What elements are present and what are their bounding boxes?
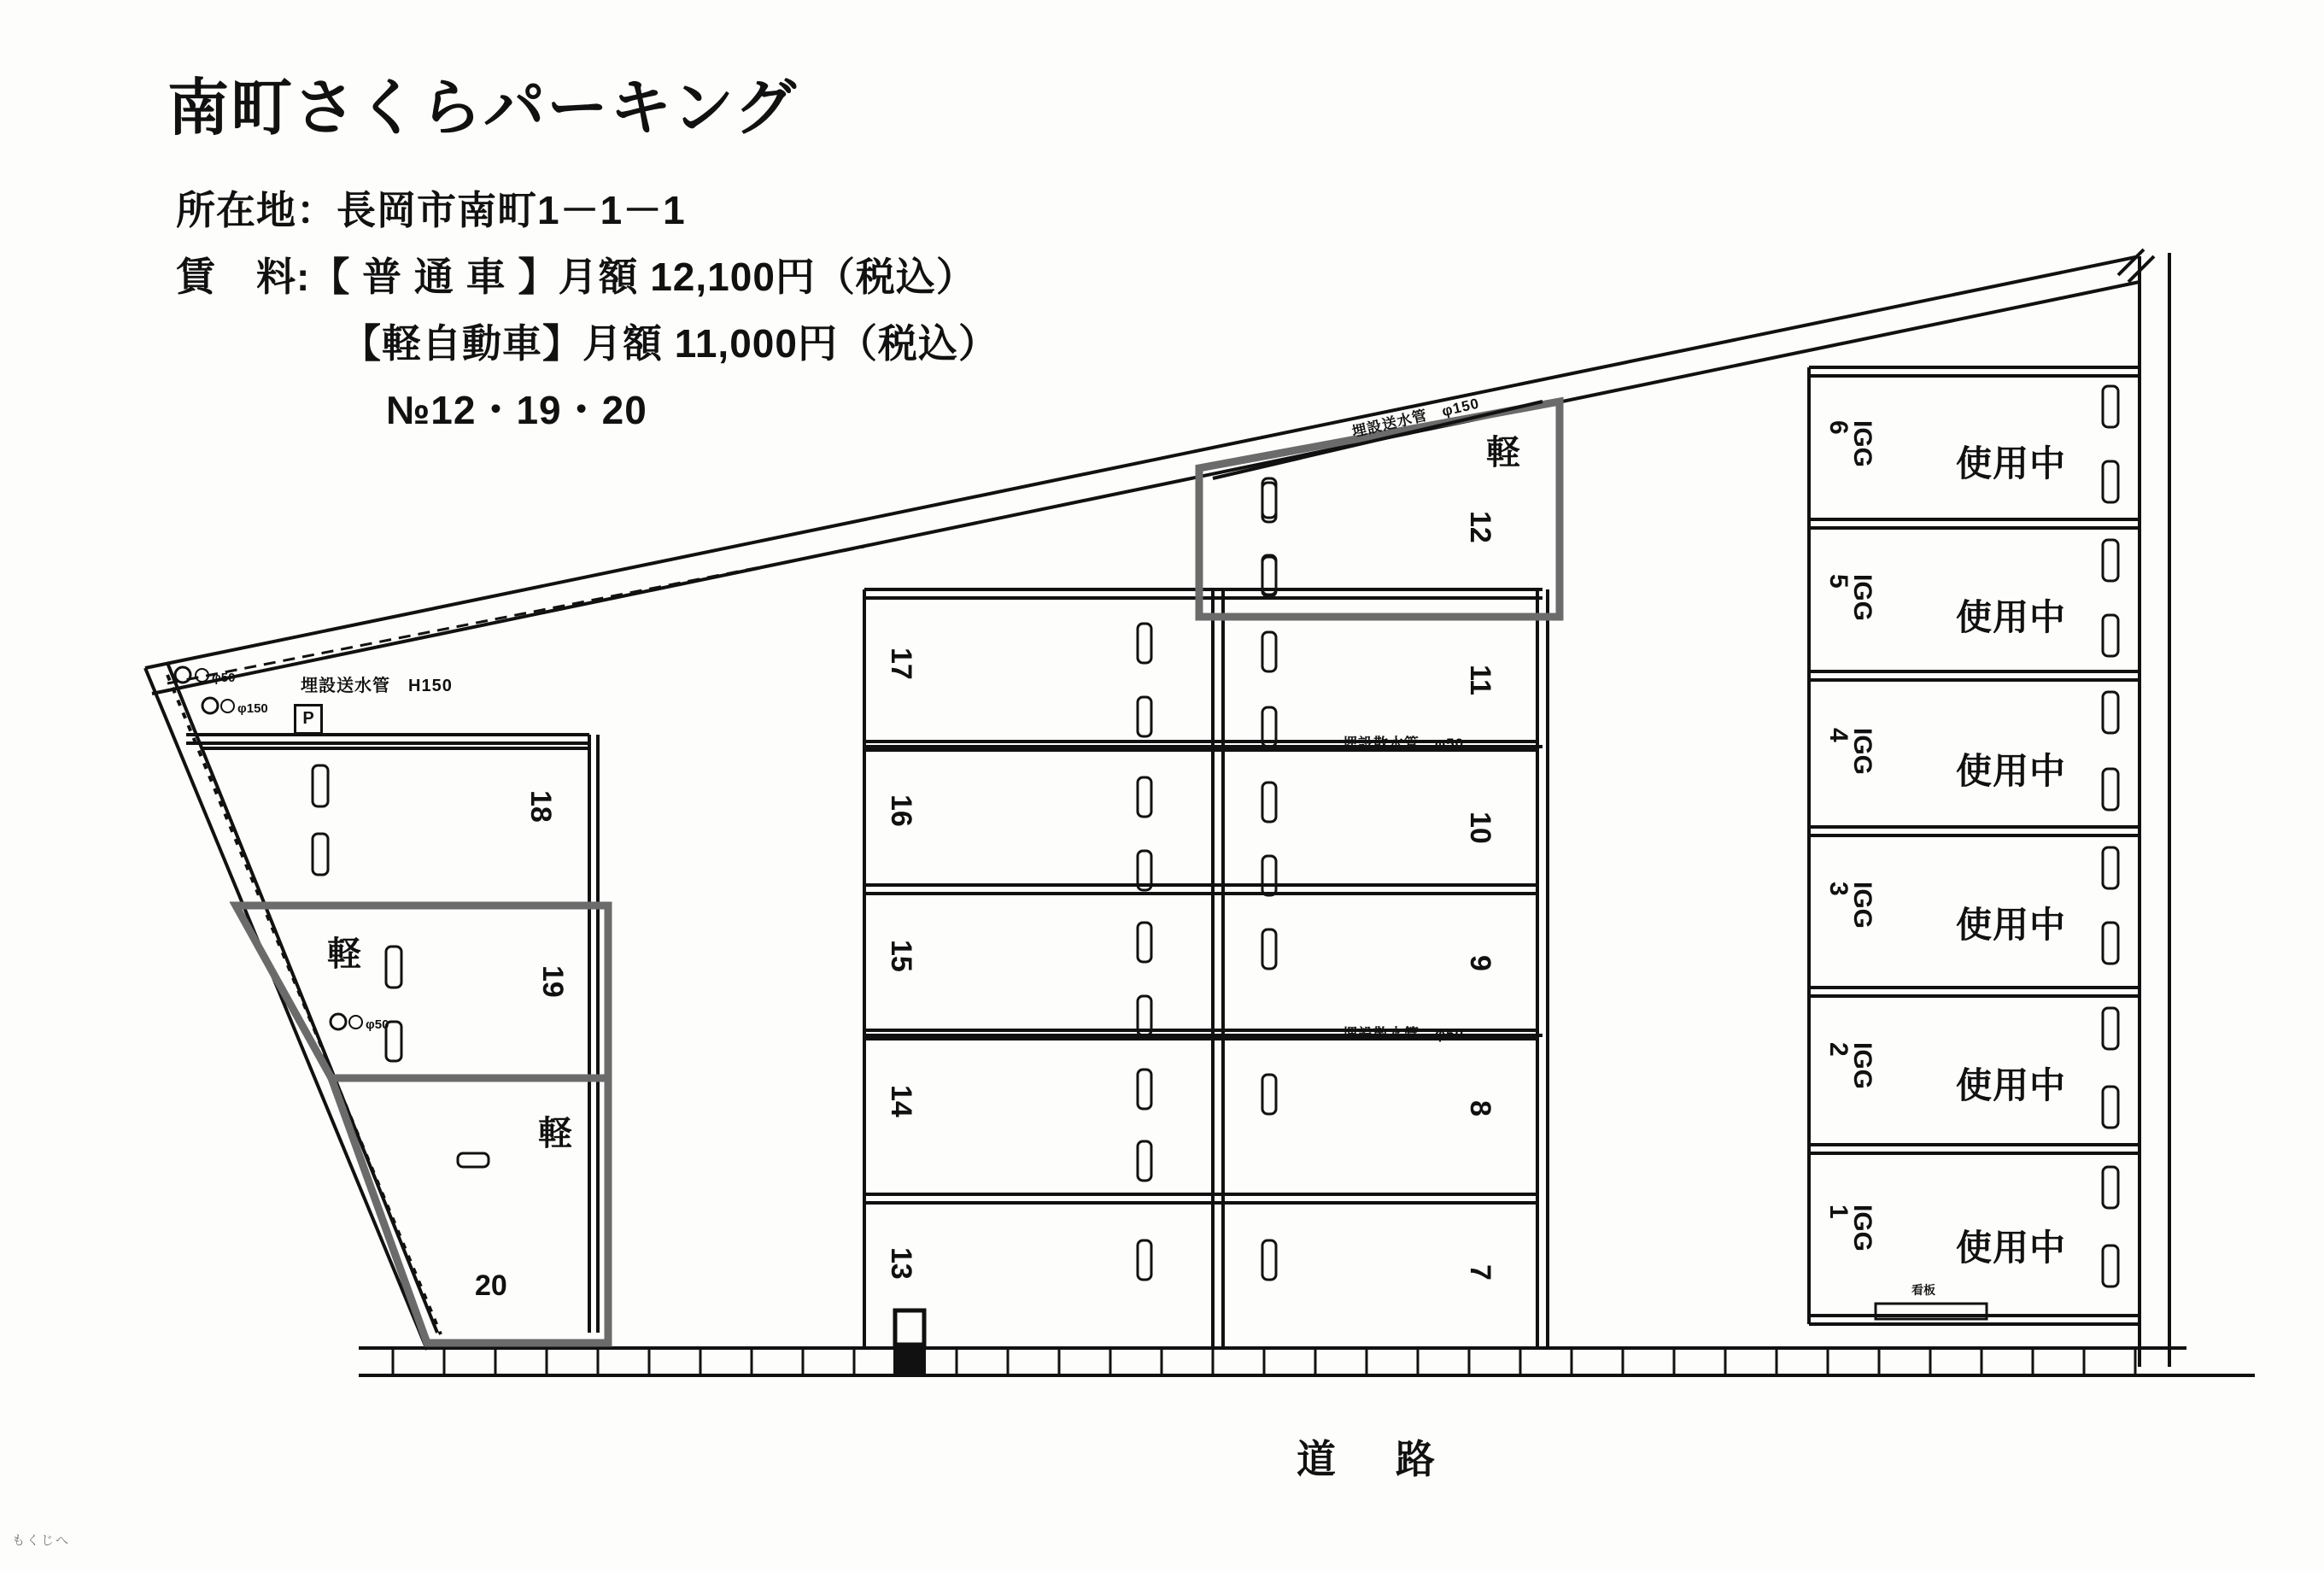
garage-5-name-top: IGG — [1848, 574, 1876, 622]
garage-4-number: 4 — [1824, 728, 1853, 742]
kei-label-20: 軽 — [538, 1115, 572, 1152]
garage-1-number: 1 — [1824, 1205, 1853, 1219]
road-label: 道 路 — [1297, 1437, 1445, 1481]
garage-5-status: 使用中 — [1956, 597, 2067, 637]
hydrant-label-1-text: φ50 — [212, 671, 236, 685]
lot-number-14: 14 — [885, 1085, 917, 1117]
garage-5-number: 5 — [1824, 574, 1853, 589]
lot-number-18: 18 — [524, 790, 557, 823]
lot-number-8: 8 — [1464, 1100, 1496, 1117]
kei-label-12: 軽 — [1486, 434, 1520, 472]
garage-4-status: 使用中 — [1956, 751, 2067, 791]
signboard-label: 看板 — [1911, 1283, 1935, 1297]
lot-number-12: 12 — [1464, 511, 1496, 543]
hydrant-icon — [348, 1015, 363, 1029]
garage-6-status: 使用中 — [1956, 443, 2067, 484]
garage-4-name-top: IGG — [1848, 728, 1876, 776]
garage-3-status: 使用中 — [1956, 905, 2067, 945]
address-line: 所在地：長岡市南町1－1－1 — [176, 188, 686, 232]
garage-3-number: 3 — [1824, 882, 1853, 896]
hydrant-label-1 — [195, 668, 235, 685]
hydrant-label-2 — [220, 699, 268, 716]
hydrant-icon — [195, 668, 209, 683]
parking-mark-icon: P — [294, 704, 323, 735]
lot-number-15: 15 — [885, 940, 917, 972]
fee-line-kei-car: 【軽自動車】月額 11,000円（税込） — [342, 321, 998, 366]
hydrant-label-3 — [348, 1015, 389, 1032]
lot-number-9: 9 — [1464, 955, 1496, 971]
kei-label-19: 軽 — [327, 935, 361, 973]
corner-watermark: もくじへ — [12, 1533, 71, 1548]
lot-number-11: 11 — [1464, 665, 1496, 695]
page-title: 南町さくらパーキング — [167, 74, 798, 143]
pipe-label-sprinkler-2: 埋設散水管 φ50 — [1343, 1026, 1465, 1042]
lot-number-10: 10 — [1464, 812, 1496, 844]
garage-4-label — [1849, 728, 1876, 775]
garage-2-label — [1849, 1042, 1876, 1089]
garage-3-label — [1849, 882, 1876, 929]
hydrant-label-2-text: φ150 — [237, 701, 268, 716]
garage-2-name-top: IGG — [1848, 1042, 1876, 1090]
lot-number-13: 13 — [885, 1247, 917, 1280]
hydrant-icon — [220, 699, 235, 713]
garage-6-label — [1849, 420, 1876, 467]
vacancy-line: №12・19・20 — [386, 388, 647, 432]
lot-number-16: 16 — [885, 794, 917, 827]
garage-2-number: 2 — [1824, 1042, 1853, 1057]
garage-1-label — [1849, 1205, 1876, 1252]
garage-1-name-top: IGG — [1848, 1205, 1876, 1252]
hydrant-label-3-text: φ50 — [366, 1017, 389, 1032]
garage-1-status: 使用中 — [1956, 1228, 2067, 1268]
garage-6-name-top: IGG — [1848, 420, 1876, 468]
lot-number-17: 17 — [885, 648, 917, 680]
pipe-label-sprinkler-1: 埋設散水管 φ50 — [1343, 736, 1465, 752]
fee-line-normal-car: 賃 料:【 普 通 車 】月額 12,100円（税込） — [176, 255, 976, 299]
lot-number-20: 20 — [475, 1269, 507, 1302]
pipe-label-supply-phi150: 埋設送水管 φ150 — [1350, 395, 1482, 441]
garage-6-number: 6 — [1824, 420, 1853, 435]
garage-5-label — [1849, 574, 1876, 621]
garage-2-status: 使用中 — [1956, 1065, 2067, 1105]
garage-3-name-top: IGG — [1848, 882, 1876, 929]
lot-number-19: 19 — [536, 965, 569, 998]
pipe-label-supply-h150: 埋設送水管 H150 — [301, 677, 453, 695]
lot-number-7: 7 — [1464, 1264, 1496, 1281]
